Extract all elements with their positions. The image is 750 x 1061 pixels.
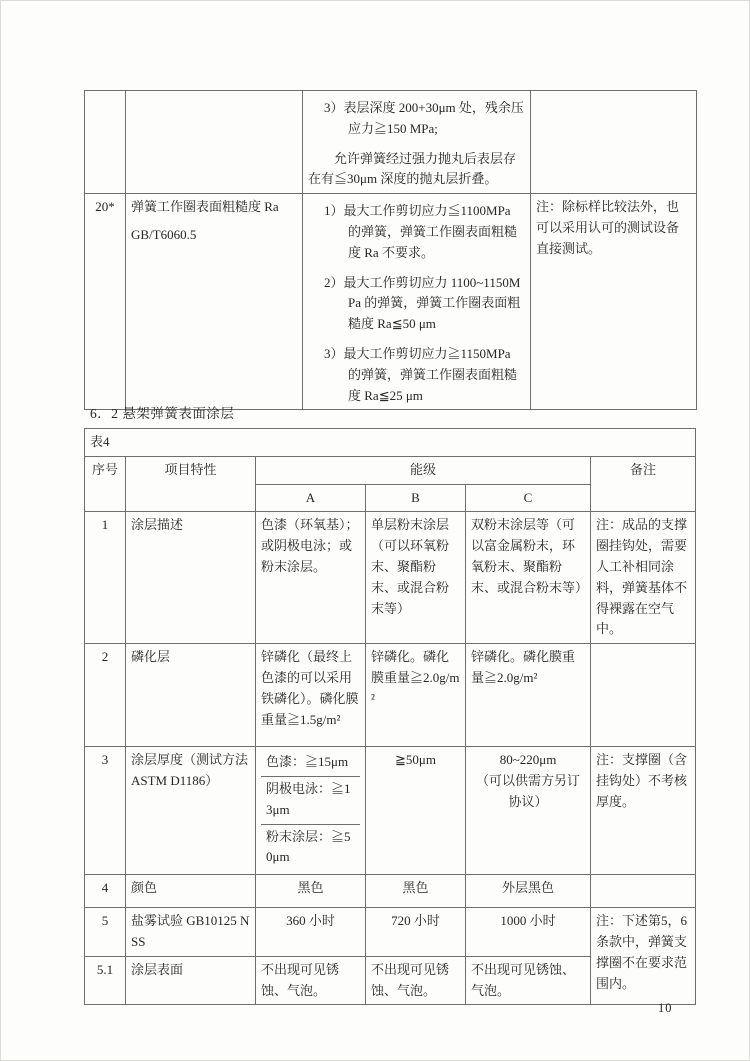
cell-remark [591,644,696,747]
cell-feature: 涂层描述 [126,512,256,644]
cell-level-a [256,747,366,875]
cell-remark [591,875,696,908]
cell-no: 1 [85,512,126,644]
cell-level-c: 外层黑色 [466,875,591,908]
cell-level-b: 单层粉末涂层（可以环氧粉末、聚酯粉末、或混合粉末等） [366,512,466,644]
value-range: 80~220μm [499,752,557,768]
cell-feature: 磷化层 [126,644,256,747]
cell-feature [126,194,303,410]
sub-cell-powder: 粉末涂层：≧50μm [266,828,351,865]
header-level: 能级 [256,456,591,484]
cell-level-a: 锌磷化（最终上色漆的可以采用铁磷化）。磷化膜重量≧1.5g/m² [256,644,366,747]
feature-title: 弹簧工作圈表面粗糙度 Ra [131,199,279,215]
cell-level-c: 双粉末涂层等（可以富金属粉末，环氧粉末、聚酯粉末、或混合粉末等） [466,512,591,644]
cell-level-c: 锌磷化。磷化膜重量≧2.0g/m² [466,644,591,747]
cell-level-b: ≧50μm [366,747,466,875]
feature-standard: GB/T6060.5 [131,226,197,242]
spec-item-2: 2）最大工作剪切应力 1100~1150MPa 的弹簧，弹簧工作圈表面粗糙度 Ra≦50 μm [324,274,521,332]
table-row [85,875,696,908]
cell-no: 2 [85,644,126,747]
spec-item-3: 3）最大工作剪切应力≧1150MPa 的弹簧，弹簧工作圈表面粗糙度 Ra≦25 μm [324,345,518,403]
header-level-c: C [466,484,591,512]
cell-level-c: 1000 小时 [466,908,591,957]
table-row [85,908,696,957]
cell-level-b: 锌磷化。磷化膜重量≧2.0g/m² [366,644,466,747]
cell-level-a: 不出现可见锈蚀、气泡。 [256,956,366,1005]
cell-no: 4 [85,875,126,908]
cell-feature: 盐雾试验 GB10125 NSS [126,908,256,957]
cell-level-c [466,747,591,875]
table-row [85,644,696,747]
cell-level-a: 色漆（环氧基）；或阴极电泳；或粉末涂层。 [256,512,366,644]
cell-requirements [303,194,531,410]
cell-remark: 注：下述第5，6条款中，弹簧支撑圈不在要求范围内。 [591,908,696,1005]
cell-no: 20* [85,194,126,410]
sub-cell-paint: 色漆：≧15μm [261,750,360,777]
cell-feature: 颜色 [126,875,256,908]
table-caption-row [85,429,696,457]
spec-item-1: 1）最大工作剪切应力≦1100MPa 的弹簧，弹簧工作圈表面粗糙度 Ra 不要求。 [324,203,518,260]
header-remark: 备注 [591,456,696,512]
header-no: 序号 [85,456,126,512]
cell-requirements [303,91,531,194]
section-heading: 6．2 悬架弹簧表面涂层 [90,406,235,421]
sub-cell-electrophoresis: 阴极电泳：≧13μm [261,777,360,825]
page-number: 10 [658,1001,673,1015]
cell-no: 3 [85,747,126,875]
cell-feature: 涂层厚度（测试方法 ASTM D1186） [126,747,256,875]
spec-note: 允许弹簧经过强力抛丸后表层存在有≦30μm 深度的抛丸层折叠。 [308,150,517,187]
top-table [84,90,697,410]
cell-no: 5 [85,908,126,957]
table-row-partial [85,91,697,194]
cell-remark: 注：支撑圈（含挂钩处）不考核厚度。 [591,747,696,875]
cell-no-empty [85,91,126,194]
cell-level-b: 不出现可见锈蚀、气泡。 [366,956,466,1005]
cell-remark-empty [531,91,697,194]
cell-feature: 涂层表面 [126,956,256,1005]
cell-level-a: 360 小时 [256,908,366,957]
cell-level-b: 720 小时 [366,908,466,957]
table-row [85,747,696,875]
table4 [84,428,696,1005]
cell-remark: 注：除标样比较法外，也可以采用认可的测试设备直接测试。 [531,194,697,410]
cell-level-b: 黑色 [366,875,466,908]
header-level-b: B [366,484,466,512]
cell-level-a: 黑色 [256,875,366,908]
spec-item-3: 3）表层深度 200+30μm 处，残余压应力≧150 MPa; [324,100,524,136]
cell-no: 5.1 [85,956,126,1005]
cell-feature-empty [126,91,303,194]
table-row-20 [85,194,697,410]
table-header-row-1 [85,456,696,484]
cell-level-c: 不出现可见锈蚀、气泡。 [466,956,591,1005]
table-row [85,512,696,644]
header-feature: 项目特性 [126,456,256,512]
header-level-a: A [256,484,366,512]
cell-remark: 注：成品的支撑圈挂钩处，需要人工补相同涂料，弹簧基体不得裸露在空气中。 [591,512,696,644]
value-note: （可以供需方另订协议） [475,772,580,809]
table-caption: 表4 [85,429,696,457]
